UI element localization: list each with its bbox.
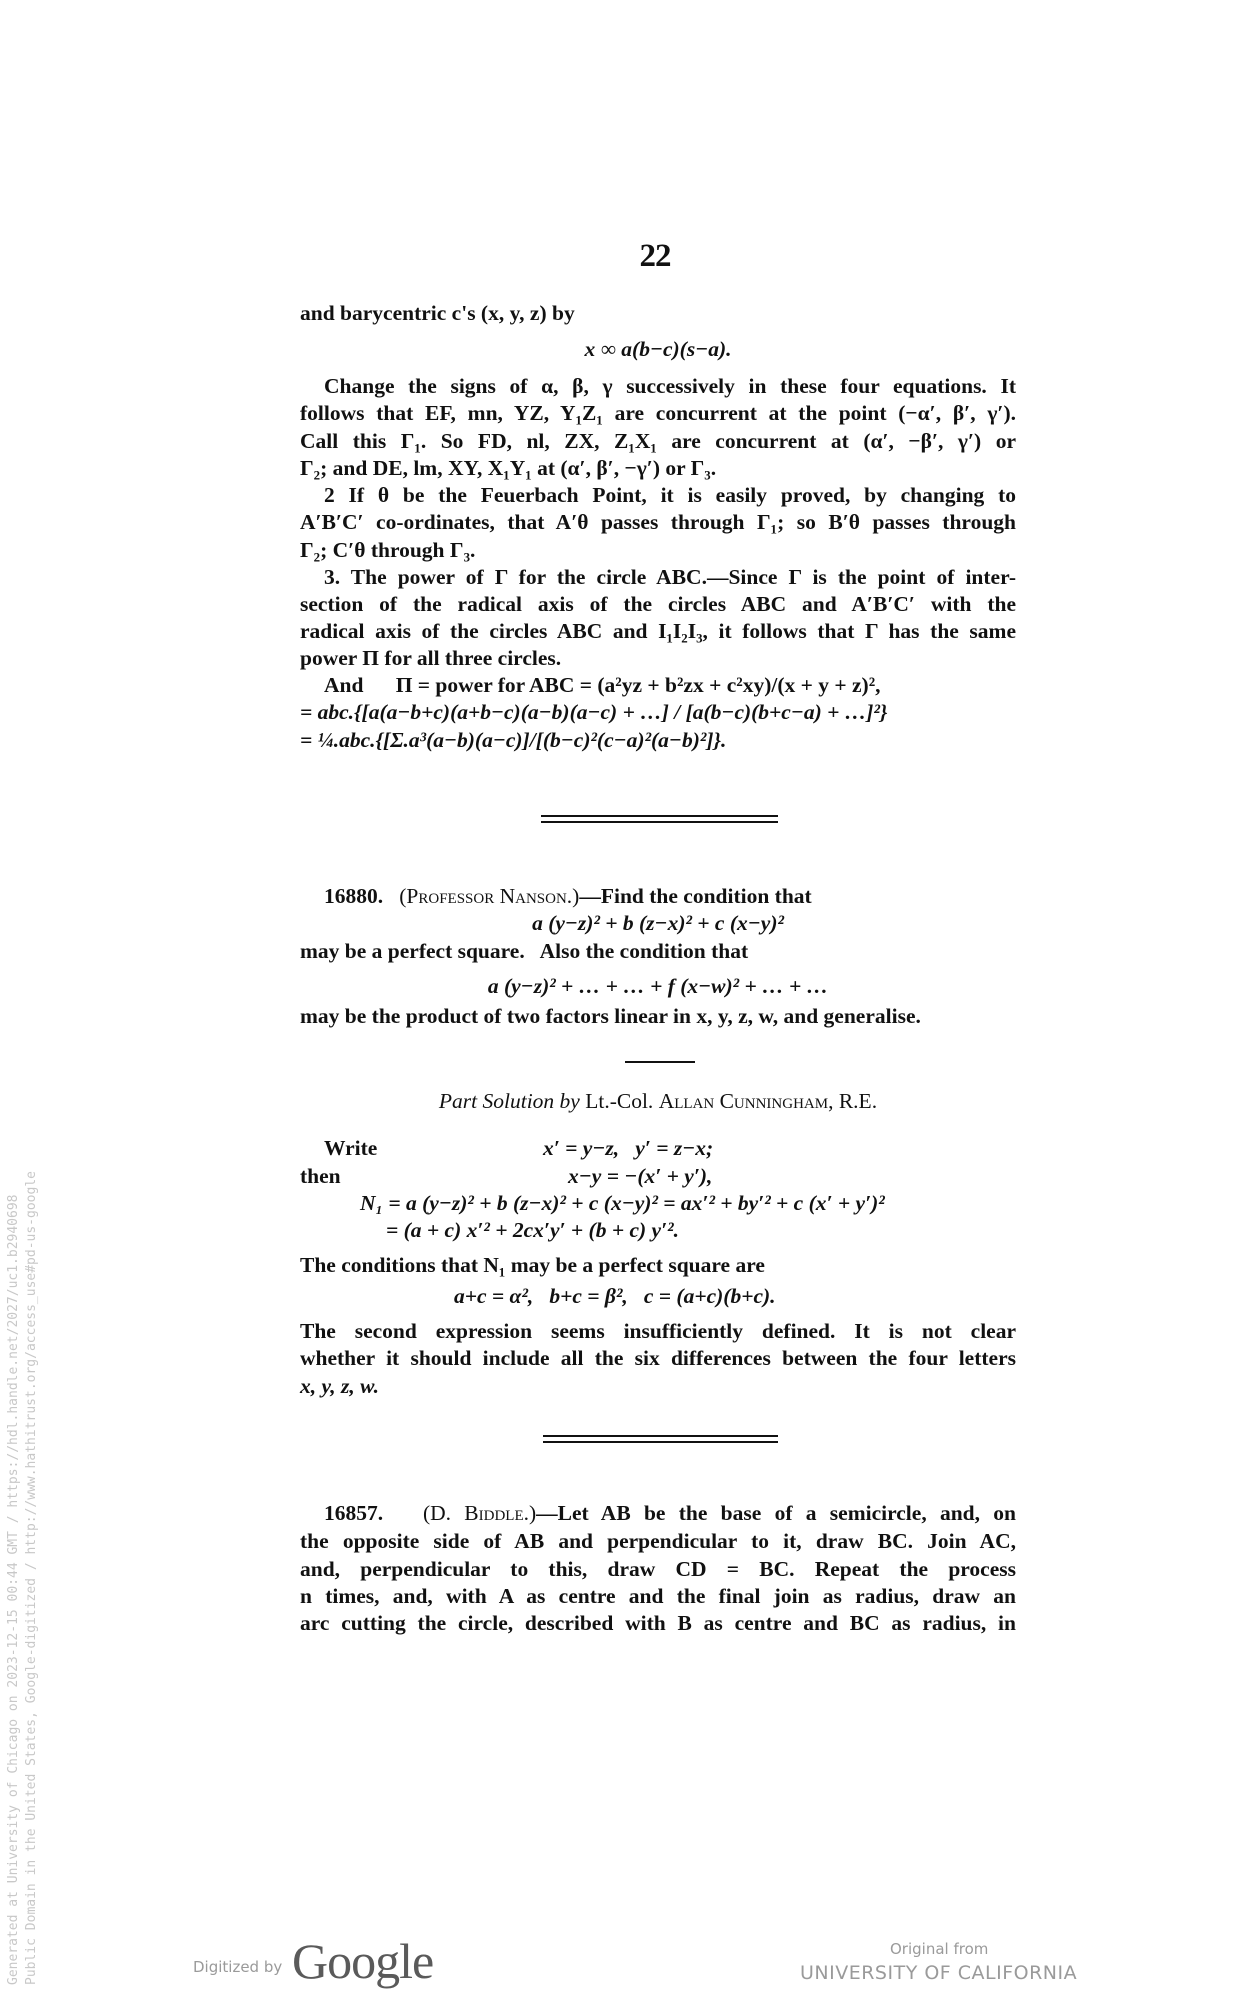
text-line: The second expression seems insufficiently defined. It is not clear <box>300 1319 1016 1343</box>
text-line: Write <box>324 1136 378 1160</box>
text-line: Γ₂; and DE, lm, XY, X₁Y₁ at (α′, β′, −γ′) or Γ₃. <box>300 456 717 480</box>
text-line: 3. The power of Γ for the circle ABC.—Since Γ is the point of inter- <box>324 565 1016 589</box>
digitized-by-label: Digitized by <box>193 1958 283 1976</box>
text-line: A′B′C′ co-ordinates, that A′θ passes through Γ₁; so B′θ passes through <box>300 510 1016 534</box>
problem-number: 16857. <box>324 1501 384 1525</box>
double-rule-bottom <box>543 1441 778 1443</box>
text-line: radical axis of the circles ABC and I₁I₂I₃, it follows that Γ has the same <box>300 619 1016 643</box>
problem-text: —Find the condition that <box>579 884 812 908</box>
equation-line: x′ = y−z, y′ = z−x; <box>543 1136 714 1160</box>
equation-line: = (a + c) x′² + 2cx′y′ + (b + c) y′². <box>386 1218 679 1242</box>
text-line: the opposite side of AB and perpendicular to it, draw BC. Join AC, <box>300 1529 1016 1553</box>
short-rule <box>625 1061 695 1063</box>
solution-heading-rank: Lt.-Col. <box>579 1089 659 1113</box>
double-rule-top <box>543 1435 778 1437</box>
double-rule-bottom <box>541 821 778 823</box>
watermark-line-1: Generated at University of Chicago on 2023-12-15 00:44 GMT / https://hdl.handle.net/2027/uc1.b2940698 <box>6 1194 21 1985</box>
equation-line: = abc.{[a(a−b+c)(a+b−c)(a−b)(a−c) + …] / [a(b−c)(b+c−a) + …]²} <box>300 700 888 724</box>
text-line: may be a perfect square. Also the condition that <box>300 939 749 963</box>
text-line: Call this Γ₁. So FD, nl, ZX, Z₁X₁ are concurrent at (α′, −β′, γ′) or <box>300 429 1016 453</box>
double-rule-top <box>541 815 778 817</box>
equation-line: And Π = power for ABC = (a²yz + b²zx + c²xy)/(x + y + z)², <box>324 673 881 697</box>
solution-heading-italic: Part Solution by <box>438 1089 580 1113</box>
equation-line: N₁ = a (y−z)² + b (z−x)² + c (x−y)² = ax′² + by′² + c (x′ + y′)² <box>360 1191 885 1215</box>
equation-line: a (y−z)² + b (z−x)² + c (x−y)² <box>532 911 784 935</box>
equation-line: = ¼.abc.{[Σ.a³(a−b)(a−c)]/[(b−c)²(c−a)²(a−b)²]}. <box>300 728 727 752</box>
solution-heading-suffix: , R.E. <box>828 1089 878 1113</box>
equation-line: a+c = α², b+c = β², c = (a+c)(b+c). <box>454 1284 776 1308</box>
text-line: Γ₂; C′θ through Γ₃. <box>300 538 476 562</box>
text-line: may be the product of two factors linear in x, y, z, w, and generalise. <box>300 1004 921 1028</box>
text-line: The conditions that N₁ may be a perfect square are <box>300 1253 765 1277</box>
text-line: Change the signs of α, β, γ successively in these four equations. It <box>324 374 1016 398</box>
problem-number: 16880. <box>324 884 384 908</box>
solution-author: Allan Cunningham <box>658 1089 829 1113</box>
text-line: arc cutting the circle, described with B as centre and BC as radius, in <box>300 1611 1016 1635</box>
text-line: follows that EF, mn, YZ, Y₁Z₁ are concurrent at the point (−α′, β′, γ′). <box>300 401 1016 425</box>
problem-text: —Let AB be the base of a semicircle, and, on <box>536 1501 1016 1525</box>
equation-line: x ∞ a(b−c)(s−a). <box>584 337 732 361</box>
equation-line: a (y−z)² + … + … + f (x−w)² + … + … <box>487 974 829 998</box>
solution-heading <box>300 1088 1016 1115</box>
text-line: then <box>300 1164 341 1188</box>
text-line: whether it should include all the six differences between the four letters <box>300 1346 1016 1370</box>
text-line: n times, and, with A as centre and the final join as radius, draw an <box>300 1584 1016 1608</box>
text-line: and, perpendicular to this, draw CD = BC. Repeat the process <box>300 1557 1016 1581</box>
original-from-label: Original from <box>890 1940 989 1958</box>
text-line: x, y, z, w. <box>300 1374 380 1398</box>
problem-author: (D. Biddle.) <box>422 1501 537 1525</box>
watermark-line-2: Public Domain in the United States, Google-digitized / http://www.hathitrust.org/access_use#pd-us-google <box>24 1171 39 1985</box>
page-number: 22 <box>639 238 671 274</box>
text-line: and barycentric c's (x, y, z) by <box>300 301 575 325</box>
problem-statement-line <box>300 883 1016 910</box>
problem-author: (Professor Nanson.) <box>399 884 580 908</box>
text-line: power Π for all three circles. <box>300 646 562 670</box>
google-logo-text: Google <box>292 1933 434 1989</box>
equation-line: x−y = −(x′ + y′), <box>568 1164 713 1188</box>
institution-label: UNIVERSITY OF CALIFORNIA <box>800 1962 1078 1984</box>
text-line: section of the radical axis of the circles ABC and A′B′C′ with the <box>300 592 1016 616</box>
problem-statement-line <box>300 1500 1016 1527</box>
google-logo <box>292 1932 433 1990</box>
text-line: 2 If θ be the Feuerbach Point, it is easily proved, by changing to <box>324 483 1016 507</box>
